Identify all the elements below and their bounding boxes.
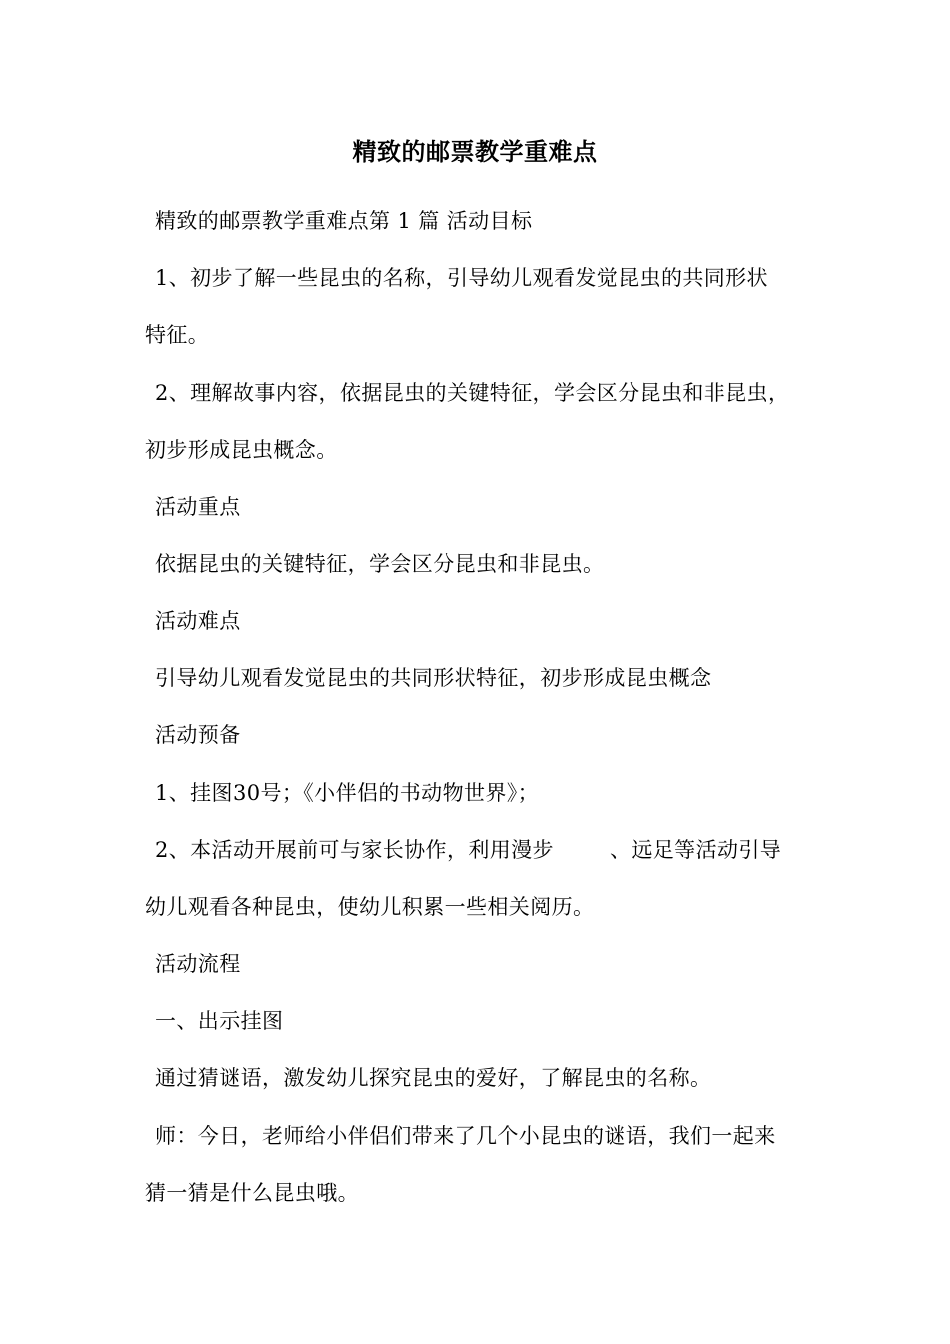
paragraph-line: 1、初步了解一些昆虫的名称，引导幼儿观看发觉昆虫的共同形状	[155, 266, 768, 290]
paragraph-line: 幼儿观看各种昆虫，使幼儿积累一些相关阅历。	[145, 895, 595, 919]
paragraph-line: 初步形成昆虫概念。	[145, 438, 338, 462]
paragraph-line: 依据昆虫的关键特征，学会区分昆虫和非昆虫。	[155, 552, 605, 576]
section-heading-focus: 活动重点	[155, 495, 241, 519]
document-title: 精致的邮票教学重难点	[352, 137, 598, 166]
paragraph-line: 通过猜谜语，激发幼儿探究昆虫的爱好，了解昆虫的名称。	[155, 1066, 712, 1090]
paragraph-line: 师：今日，老师给小伴侣们带来了几个小昆虫的谜语，我们一起来	[155, 1124, 776, 1148]
subsection-heading: 一、出示挂图	[155, 1009, 284, 1033]
section-heading-difficulty: 活动难点	[155, 609, 241, 633]
paragraph-line: 猜一猜是什么昆虫哦。	[145, 1181, 359, 1205]
paragraph-line: 2、理解故事内容，依据昆虫的关键特征，学会区分昆虫和非昆虫，	[155, 381, 790, 405]
paragraph-line-part: 、远足等活动引导	[609, 838, 782, 862]
paragraph-line-part: 2、本活动开展前可与家长协作，利用漫步	[155, 838, 554, 862]
section-heading-preparation: 活动预备	[155, 723, 241, 747]
paragraph-line: 引导幼儿观看发觉昆虫的共同形状特征，初步形成昆虫概念	[155, 666, 712, 690]
section-heading-goals: 精致的邮票教学重难点第 1 篇 活动目标	[155, 209, 533, 233]
paragraph-line: 特征。	[145, 323, 210, 347]
section-heading-process: 活动流程	[155, 952, 241, 976]
paragraph-line-with-gap	[155, 835, 781, 865]
paragraph-line: 1、挂图30号；《小伴侣的书动物世界》；	[155, 781, 540, 805]
